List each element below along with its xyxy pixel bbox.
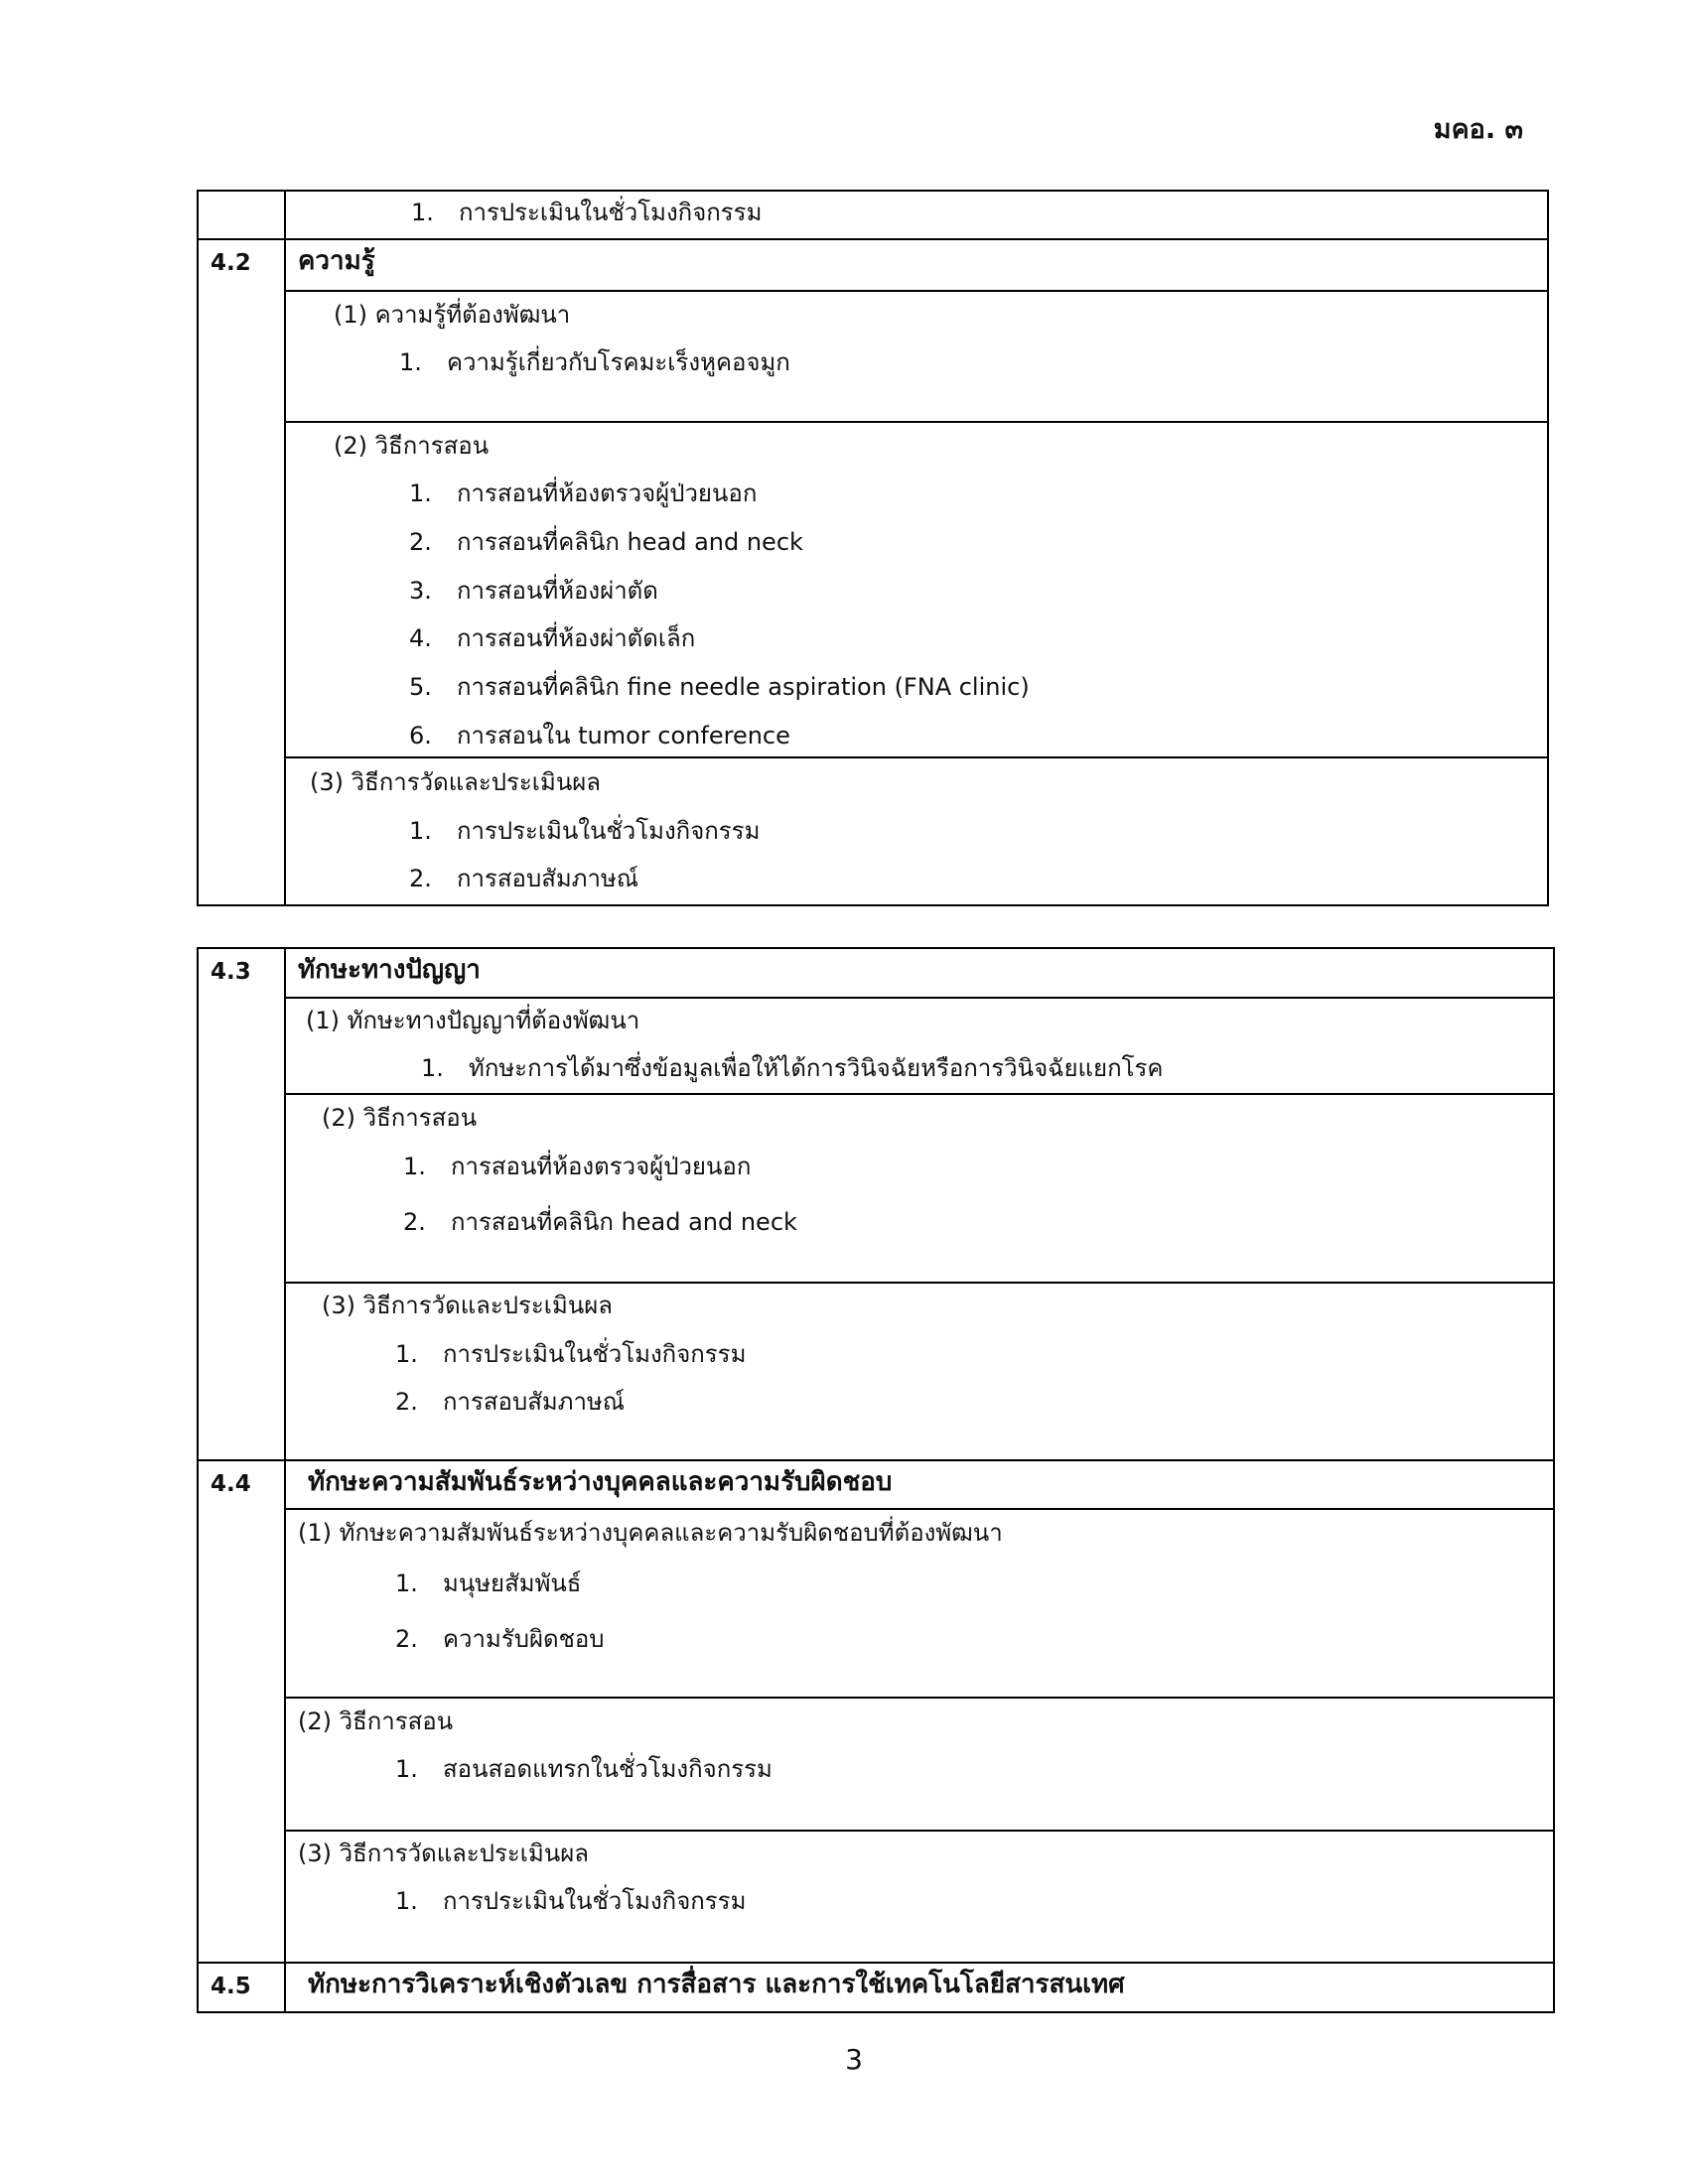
section-number-4-5: 4.5 [211, 1974, 251, 1999]
list-item: 6. การสอนใน tumor conference [409, 722, 790, 750]
subsection-label: (2) วิธีการสอน [322, 1104, 478, 1132]
list-item: 4. การสอนที่ห้องผ่าตัดเล็ก [409, 624, 696, 652]
list-item: 1. การประเมินในชั่วโมงกิจกรรม [411, 199, 763, 226]
subsection-label: (1) ความรู้ที่ต้องพัฒนา [334, 301, 571, 329]
list-item: 1. มนุษยสัมพันธ์ [395, 1570, 582, 1597]
subsection-label: (2) วิธีการสอน [298, 1707, 454, 1735]
list-item: 1. การประเมินในชั่วโมงกิจกรรม [395, 1340, 747, 1368]
list-item: 1. การสอนที่ห้องตรวจผู้ป่วยนอก [403, 1153, 752, 1180]
list-item: 2. การสอนที่คลินิก head and neck [409, 528, 803, 556]
list-item: 2. การสอนที่คลินิก head and neck [403, 1208, 797, 1236]
list-item: 1. การประเมินในชั่วโมงกิจกรรม [395, 1887, 747, 1915]
list-item: 1. การสอนที่ห้องตรวจผู้ป่วยนอก [409, 479, 758, 507]
subsection-label: (3) วิธีการวัดและประเมินผล [310, 768, 601, 796]
section-title-4-5: ทักษะการวิเคราะห์เชิงตัวเลข การสื่อสาร และการใช้เทคโนโลยีสารสนเทศ [308, 1970, 1125, 1999]
subsection-label: (3) วิธีการวัดและประเมินผล [322, 1292, 613, 1319]
list-item: 1. การประเมินในชั่วโมงกิจกรรม [409, 817, 761, 845]
list-item: 2. การสอบสัมภาษณ์ [409, 865, 639, 892]
list-item: 1. ทักษะการได้มาซึ่งข้อมูลเพื่อให้ได้การวินิจฉัยหรือการวินิจฉัยแยกโรค [421, 1054, 1164, 1082]
subsection-label: (3) วิธีการวัดและประเมินผล [298, 1840, 589, 1867]
list-item: 2. ความรับผิดชอบ [395, 1625, 605, 1653]
list-item: 1. ความรู้เกี่ยวกับโรคมะเร็งหูคอจมูก [399, 348, 790, 376]
section-title-4-2: ความรู้ [298, 246, 375, 276]
section-number-4-2: 4.2 [211, 250, 251, 276]
subsection-label: (1) ทักษะทางปัญญาที่ต้องพัฒนา [306, 1007, 640, 1034]
list-item: 5. การสอนที่คลินิก fine needle aspiration (FNA clinic) [409, 673, 1030, 701]
section-title-4-4: ทักษะความสัมพันธ์ระหว่างบุคคลและความรับผิดชอบ [308, 1467, 893, 1497]
page-number: 3 [845, 2043, 863, 2076]
table-1 [197, 190, 1549, 906]
section-number-4-4: 4.4 [211, 1471, 251, 1497]
subsection-label: (2) วิธีการสอน [334, 432, 490, 460]
section-number-4-3: 4.3 [211, 959, 251, 985]
list-item: 1. สอนสอดแทรกในชั่วโมงกิจกรรม [395, 1755, 773, 1783]
list-item: 2. การสอบสัมภาษณ์ [395, 1388, 626, 1416]
document-code: มคอ. ๓ [1433, 114, 1523, 145]
list-item: 3. การสอนที่ห้องผ่าตัด [409, 577, 658, 605]
section-title-4-3: ทักษะทางปัญญา [298, 955, 481, 985]
subsection-label: (1) ทักษะความสัมพันธ์ระหว่างบุคคลและความรับผิดชอบที่ต้องพัฒนา [298, 1519, 1003, 1547]
